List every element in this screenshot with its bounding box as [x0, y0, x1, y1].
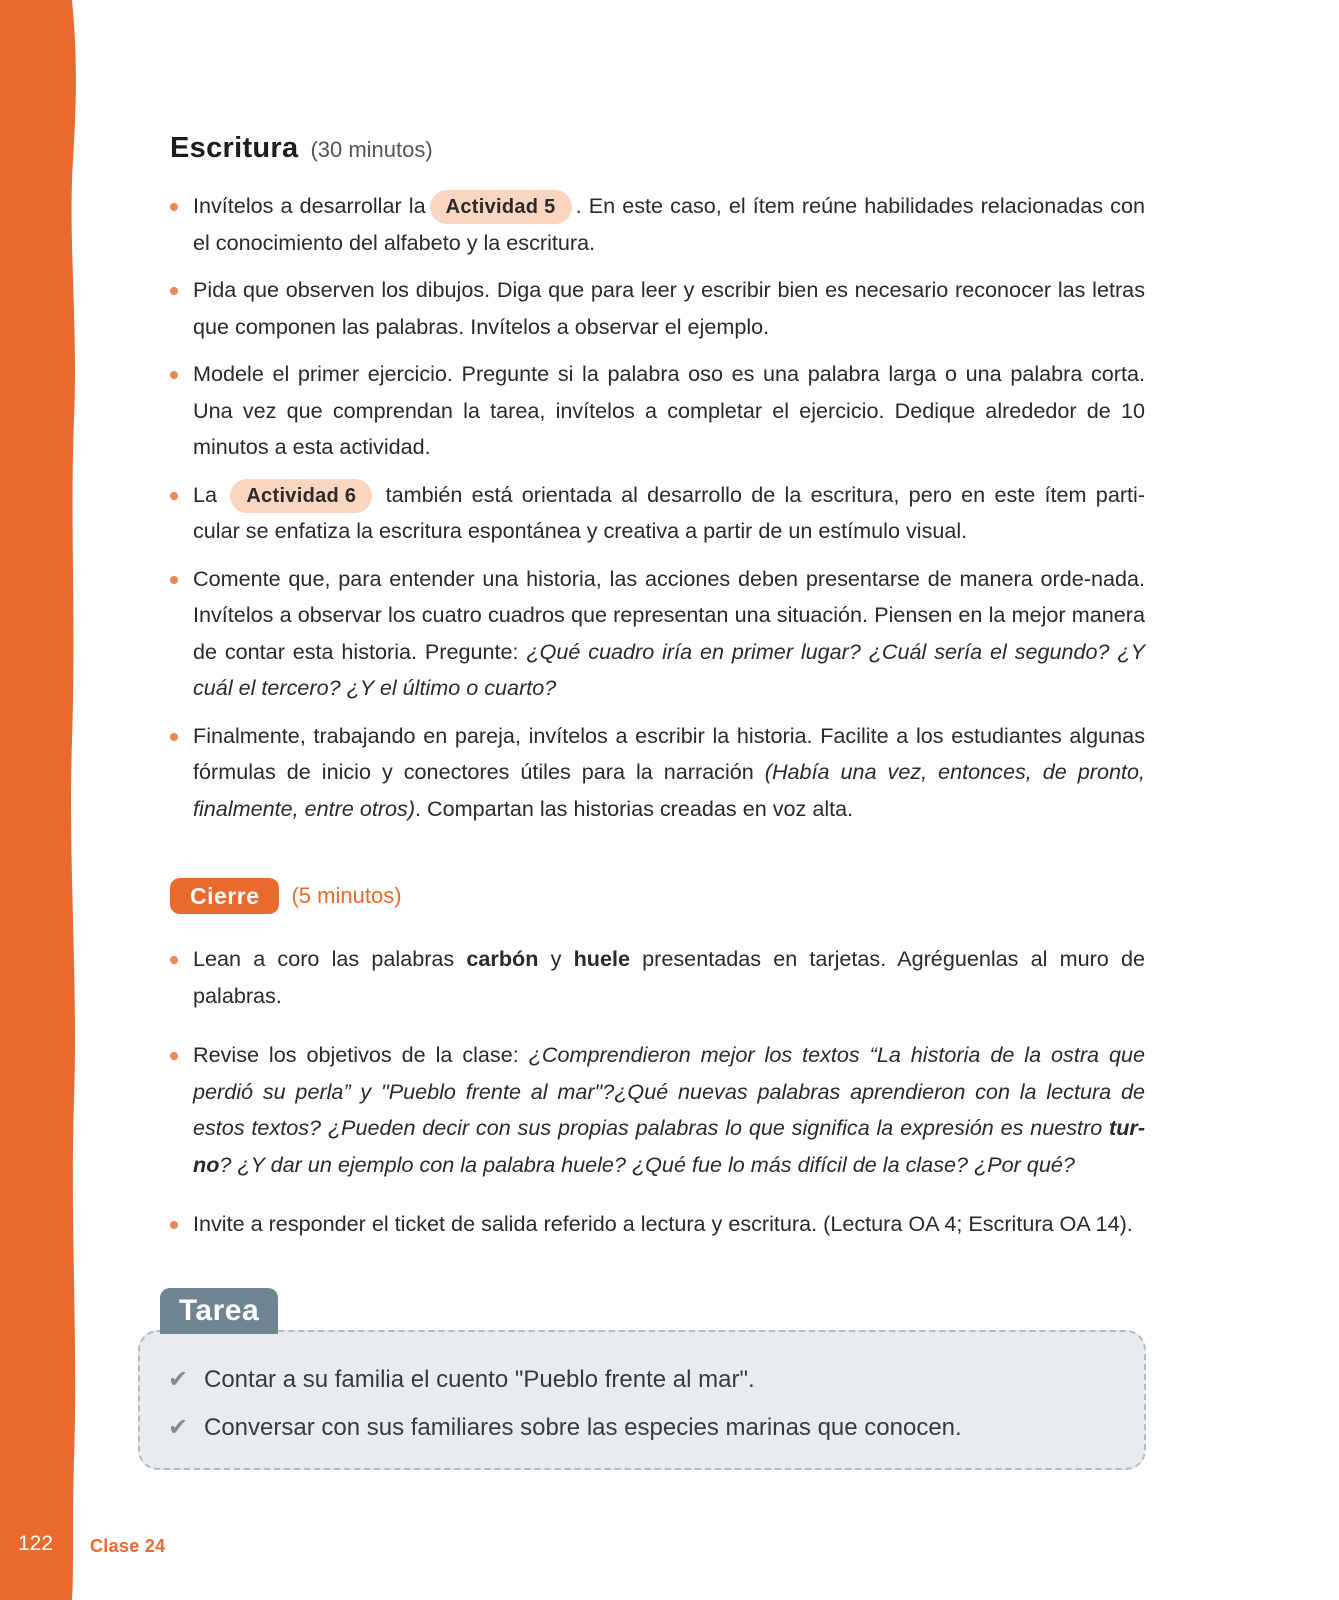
list-item: Invítelos a desarrollar la Actividad 5 . En este caso, el ítem reúne habilidades relacionadas con el conocimiento del alfabeto y la escritura. — [170, 188, 1145, 261]
list-item: Revise los objetivos de la clase: ¿Comprendieron mejor los textos “La historia de la ostra que perdió su perla” y "Pueblo frente al mar"?¿Qué nuevas palabras aprendieron con la lectura de estos textos? ¿Pueden decir con sus propias palabras lo que significa la expresión es nuestro tur-no? ¿Y dar un ejemplo con la palabra huele? ¿Qué fue lo más difícil de la clase? ¿Por qué? — [170, 1037, 1145, 1183]
list-item: Invite a responder el ticket de salida referido a lectura y escritura. (Lectura OA 4; Escritura OA 14). — [170, 1206, 1145, 1243]
checkmark-icon: ✔ — [168, 1366, 189, 1393]
escritura-time: (30 minutos) — [310, 137, 433, 162]
list-item: Finalmente, trabajando en pareja, invítelos a escribir la historia. Facilite a los estudiantes algunas fórmulas de inicio y conectores útiles para la narración (Había una vez, entonces, de pronto, finalmente, entre otros). Compartan las historias creadas en voz alta. — [170, 718, 1145, 828]
list-item: Modele el primer ejercicio. Pregunte si la palabra oso es una palabra larga o una palabra corta. Una vez que comprendan la tarea, invítelos a completar el ejercicio. Dedique alrededor de 10 minutos a esta actividad. — [170, 356, 1145, 466]
cierre-time: (5 minutos) — [291, 883, 402, 908]
class-label: Clase 24 — [90, 1536, 166, 1556]
escritura-title: Escritura — [170, 132, 299, 164]
tarea-item: ✔ Conversar con sus familiares sobre las especies marinas que conocen. — [168, 1404, 1116, 1452]
tarea-item: ✔ Contar a su familia el cuento "Pueblo frente al mar". — [168, 1356, 1116, 1404]
actividad-5-badge: Actividad 5 — [430, 190, 572, 224]
cierre-title: Cierre — [170, 878, 279, 914]
escritura-list — [170, 188, 1145, 827]
cierre-heading — [170, 878, 402, 914]
list-item: Pida que observen los dibujos. Diga que para leer y escribir bien es necesario reconocer las letras que componen las palabras. Invítelos a observar el ejemplo. — [170, 272, 1145, 345]
side-band-decoration — [0, 0, 80, 1600]
actividad-6-badge: Actividad 6 — [230, 479, 372, 513]
tarea-title: Tarea — [160, 1288, 278, 1334]
cierre-list — [170, 941, 1145, 1243]
list-item: Lean a coro las palabras carbón y huele presentadas en tarjetas. Agréguenlas al muro de palabras. — [170, 941, 1145, 1014]
list-item: Comente que, para entender una historia, las acciones deben presentarse de manera orde-nada. Invítelos a observar los cuatro cuadros que representan una situación. Piensen en la mejor manera de contar esta historia. Pregunte: ¿Qué cuadro iría en primer lugar? ¿Cuál sería el segundo? ¿Y cuál el tercero? ¿Y el último o cuarto? — [170, 561, 1145, 707]
list-item: La Actividad 6 también está orientada al desarrollo de la escritura, pero en este ítem parti-cular se enfatiza la escritura espontánea y creativa a partir de un estímulo visual. — [170, 477, 1145, 550]
tarea-box — [138, 1330, 1146, 1470]
escritura-heading — [170, 132, 433, 165]
checkmark-icon: ✔ — [168, 1414, 189, 1441]
page-number: 122 — [18, 1532, 54, 1555]
